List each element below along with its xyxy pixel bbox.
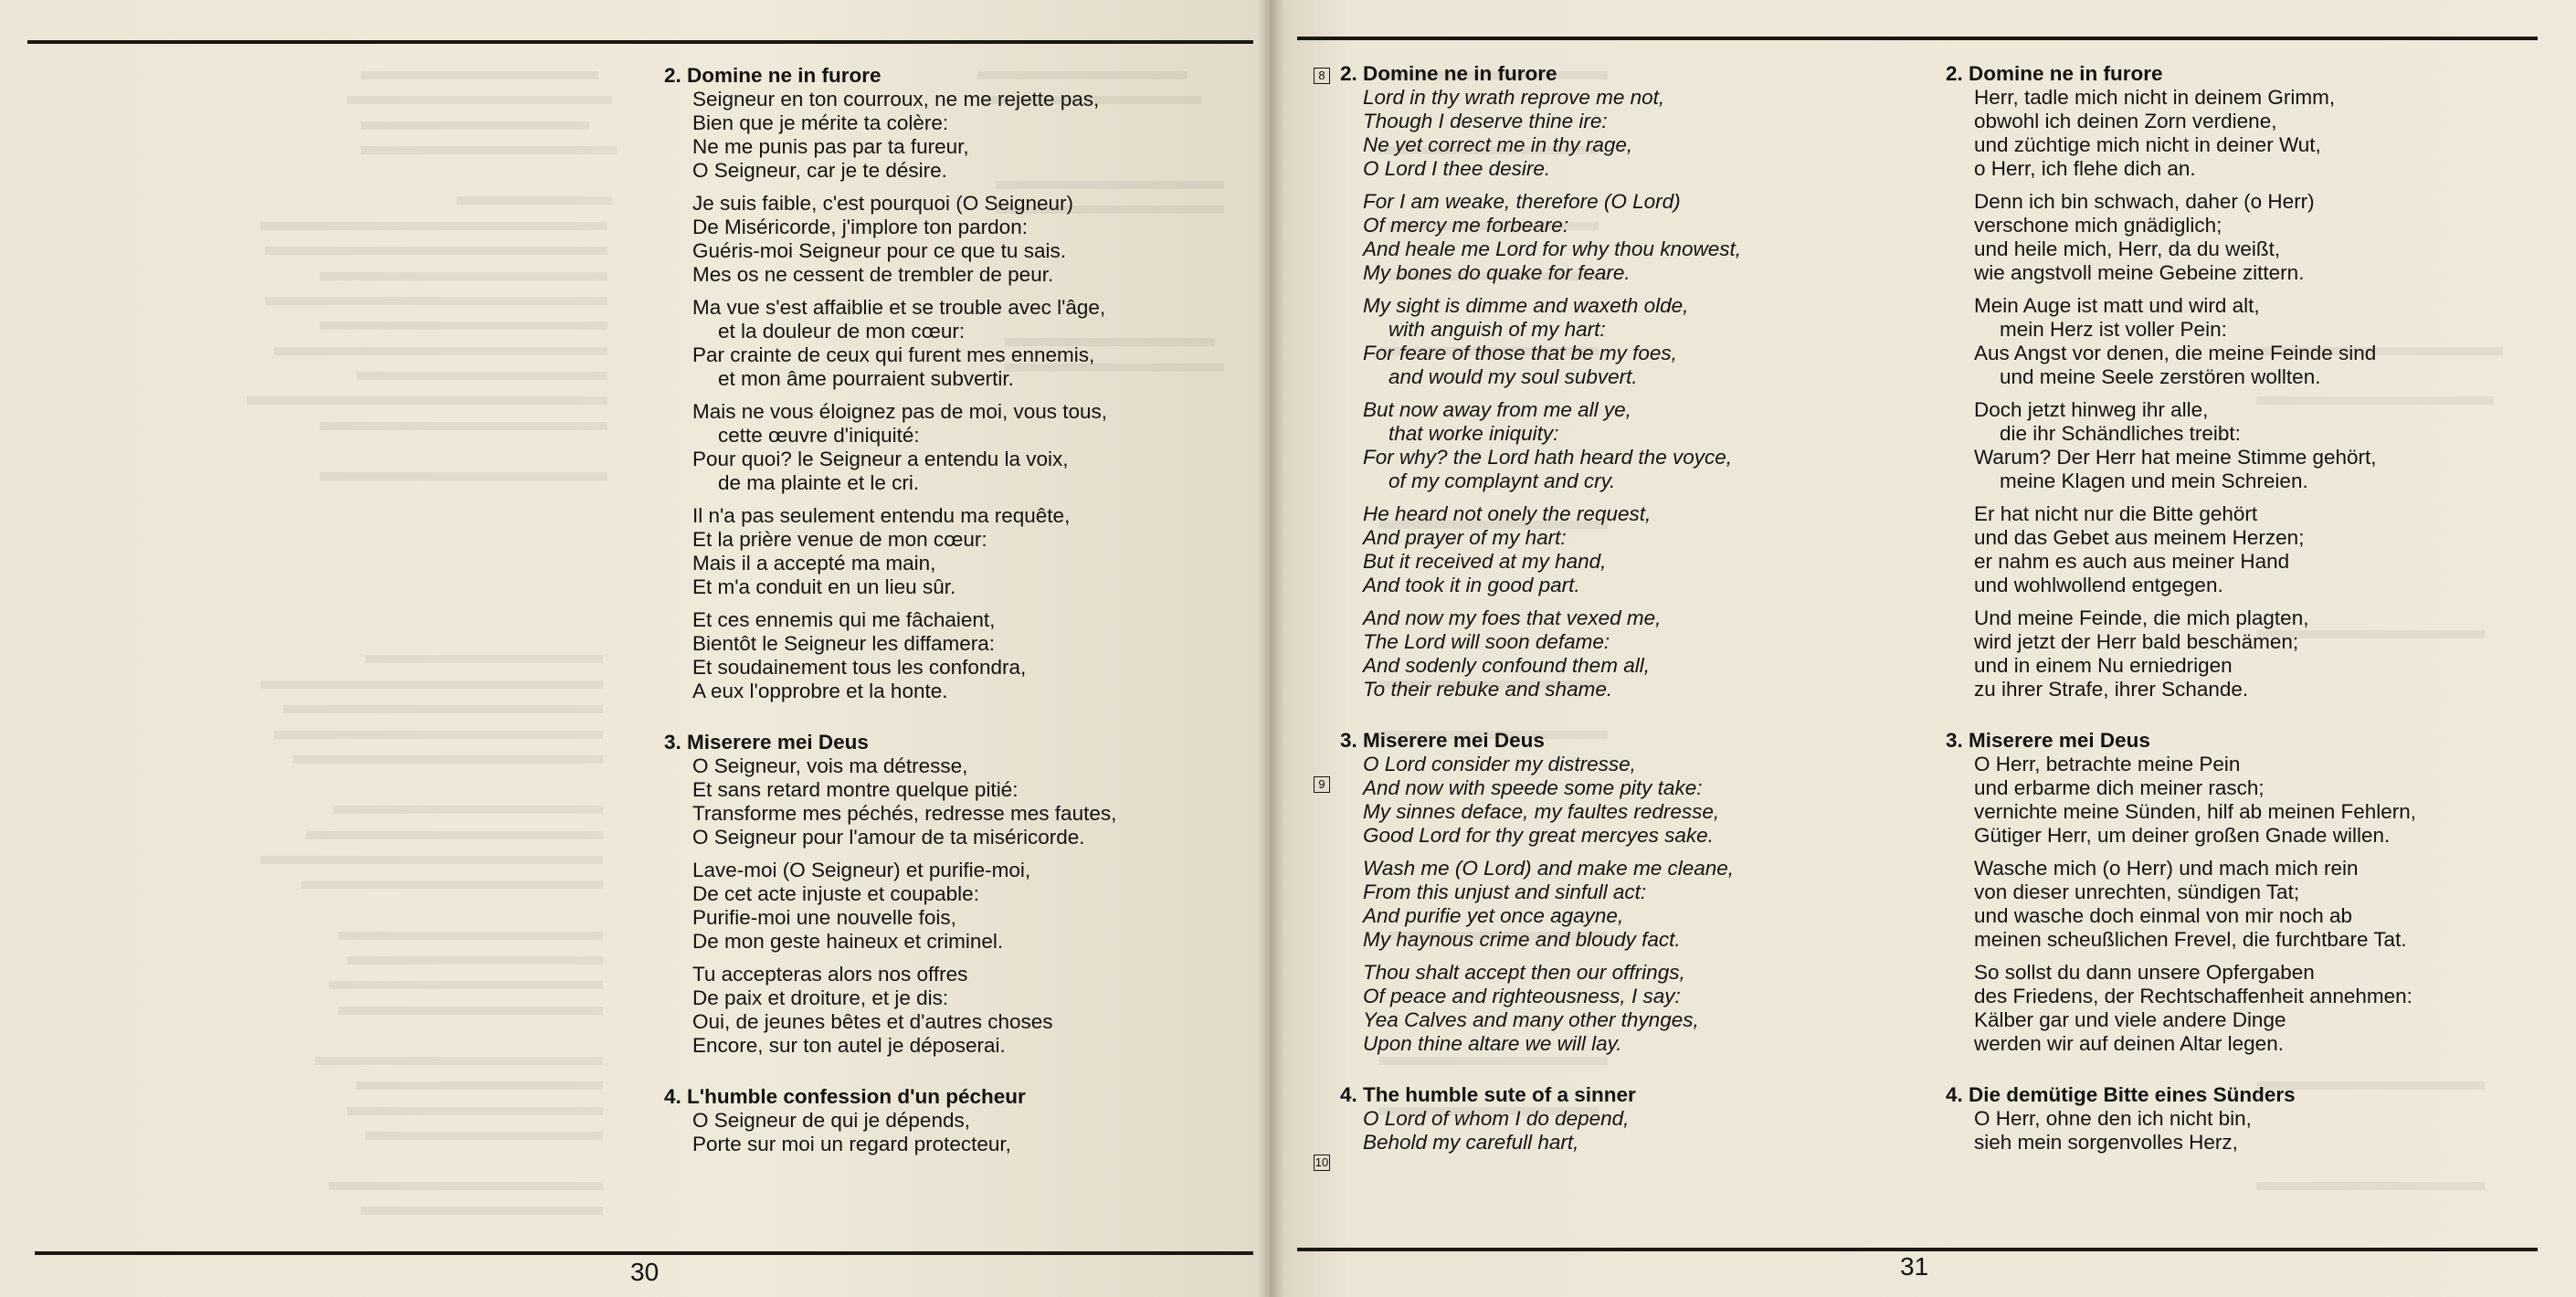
verse-line: des Friedens, der Rechtschaffenheit annehmen: — [1974, 985, 2412, 1007]
verse-line: sieh mein sorgenvolles Herz, — [1974, 1131, 2238, 1154]
verse-line: Seigneur en ton courroux, ne me rejette pas, — [692, 88, 1100, 111]
german-column — [1946, 62, 2416, 1155]
verse-line: Thou shalt accept then our offrings, — [1363, 961, 1685, 984]
verse-line: Wash me (O Lord) and make me cleane, — [1363, 857, 1735, 880]
verse-line: Though I deserve thine ire: — [1363, 110, 1608, 132]
verse-line: The Lord will soon defame: — [1363, 630, 1610, 653]
verse-line: Guéris-moi Seigneur pour ce que tu sais. — [692, 239, 1066, 262]
verse-line: Par crainte de ceux qui furent mes ennemis, — [692, 343, 1095, 366]
page-number-left: 30 — [630, 1258, 660, 1286]
verse-line: Wasche mich (o Herr) und mach mich rein — [1974, 857, 2359, 880]
page-number-right: 31 — [1900, 1252, 1929, 1281]
french-heading-3: 3. Miserere mei Deus — [664, 731, 869, 754]
german-heading-3: 3. Miserere mei Deus — [1946, 729, 2150, 752]
verse-line: Warum? Der Herr hat meine Stimme gehört, — [1974, 446, 2377, 469]
verse-line: He heard not onely the request, — [1363, 502, 1652, 525]
verse-line: A eux l'opprobre et la honte. — [692, 680, 948, 702]
verse-line: Mais il a accepté ma main, — [692, 552, 936, 575]
verse-line: Behold my carefull hart, — [1363, 1131, 1579, 1154]
verse-line: with anguish of my hart: — [1388, 318, 1606, 341]
verse-line: Und meine Feinde, die mich plagten, — [1974, 606, 2309, 629]
verse-line: Er hat nicht nur die Bitte gehört — [1974, 502, 2258, 525]
verse-line: Bien que je mérite ta colère: — [692, 111, 949, 134]
verse-line: und das Gebet aus meinem Herzen; — [1974, 526, 2305, 549]
verse-line: For why? the Lord hath heard the voyce, — [1363, 446, 1732, 469]
verse-line: Doch jetzt hinweg ihr alle, — [1974, 398, 2209, 421]
verse-line: Et sans retard montre quelque pitié: — [692, 778, 1019, 801]
track-marker-10: 10 — [1314, 1155, 1329, 1169]
verse-line: und wohlwollend entgegen. — [1974, 574, 2223, 596]
verse-line: And purifie yet once agayne, — [1363, 904, 1624, 927]
verse-line: Of mercy me forbeare: — [1363, 214, 1569, 237]
verse-line: Et ces ennemis qui me fâchaient, — [692, 608, 996, 631]
verse-line: und wasche doch einmal von mir noch ab — [1974, 904, 2352, 927]
verse-line: Transforme mes péchés, redresse mes fautes, — [692, 802, 1117, 825]
verse-line: My bones do quake for feare. — [1363, 261, 1631, 284]
verse-line: Porte sur moi un regard protecteur, — [692, 1133, 1011, 1155]
verse-line: that worke iniquity: — [1388, 422, 1559, 445]
verse-line: De Miséricorde, j'implore ton pardon: — [692, 216, 1028, 238]
verse-line: Encore, sur ton autel je déposerai. — [692, 1034, 1006, 1057]
verse-line: And sodenly confound them all, — [1363, 654, 1650, 677]
english-heading-3: 3. Miserere mei Deus — [1340, 729, 1545, 752]
verse-line: Et m'a conduit en un lieu sûr. — [692, 575, 956, 598]
verse-line: De mon geste haineux et criminel. — [692, 930, 1004, 953]
verse-line: O Seigneur, car je te désire. — [692, 159, 947, 182]
top-rule-left — [27, 40, 1253, 44]
verse-line: Kälber gar und viele andere Dinge — [1974, 1008, 2286, 1031]
verse-line: O Seigneur de qui je dépends, — [692, 1109, 970, 1132]
verse-line: and would my soul subvert. — [1388, 365, 1638, 388]
verse-line: And now with speede some pity take: — [1363, 776, 1703, 799]
verse-line: Aus Angst vor denen, die meine Feinde sind — [1974, 342, 2377, 364]
verse-line: Mais ne vous éloignez pas de moi, vous tous, — [692, 400, 1107, 423]
verse-line: So sollst du dann unsere Opfergaben — [1974, 961, 2315, 984]
verse-line: die ihr Schändliches treibt: — [2000, 422, 2241, 445]
verse-line: Good Lord for thy great mercyes sake. — [1363, 824, 1714, 847]
verse-line: von dieser unrechten, sündigen Tat; — [1974, 880, 2300, 903]
verse-line: und erbarme dich meiner rasch; — [1974, 776, 2265, 799]
verse-line: o Herr, ich flehe dich an. — [1974, 157, 2196, 180]
verse-line: Herr, tadle mich nicht in deinem Grimm, — [1974, 86, 2336, 109]
verse-line: Denn ich bin schwach, daher (o Herr) — [1974, 190, 2315, 213]
verse-line: And heale me Lord for why thou knowest, — [1363, 237, 1741, 260]
verse-line: But it received at my hand, — [1363, 550, 1607, 573]
verse-line: meinen scheußlichen Frevel, die furchtbare Tat. — [1974, 928, 2407, 951]
verse-line: et la douleur de mon cœur: — [718, 320, 966, 343]
verse-line: Et soudainement tous les confondra, — [692, 656, 1027, 679]
verse-line: Bientôt le Seigneur les diffamera: — [692, 632, 996, 655]
verse-line: obwohl ich deinen Zorn verdiene, — [1974, 110, 2277, 132]
verse-line: wie angstvoll meine Gebeine zittern. — [1974, 261, 2305, 284]
english-column — [1340, 62, 1741, 1155]
top-rule-right — [1297, 37, 2538, 40]
verse-line: To their rebuke and shame. — [1363, 678, 1613, 701]
verse-line: My sinnes deface, my faultes redresse, — [1363, 800, 1720, 823]
bottom-rule-left — [35, 1251, 1253, 1255]
verse-line: And now my foes that vexed me, — [1363, 606, 1662, 629]
verse-line: Of peace and righteousness, I say: — [1363, 985, 1681, 1007]
english-heading-4: 4. The humble sute of a sinner — [1340, 1083, 1636, 1106]
verse-line: werden wir auf deinen Altar legen. — [1974, 1032, 2284, 1055]
verse-line: O Seigneur pour l'amour de ta miséricorde. — [692, 826, 1085, 849]
verse-line: O Lord of whom I do depend, — [1363, 1107, 1630, 1130]
verse-line: et mon âme pourraient subvertir. — [718, 367, 1014, 390]
verse-line: Yea Calves and many other thynges, — [1363, 1008, 1699, 1031]
verse-line: But now away from me all ye, — [1363, 398, 1631, 421]
verse-line: And prayer of my hart: — [1363, 526, 1567, 549]
german-heading-2: 2. Domine ne in furore — [1946, 62, 2163, 85]
verse-line: For feare of those that be my foes, — [1363, 342, 1677, 364]
verse-line: From this unjust and sinfull act: — [1363, 880, 1647, 903]
verse-line: Ne yet correct me in thy rage, — [1363, 133, 1633, 156]
verse-line: Ne me punis pas par ta fureur, — [692, 135, 969, 158]
verse-line: of my complaynt and cry. — [1388, 469, 1616, 492]
french-heading-4: 4. L'humble confession d'un pécheur — [664, 1085, 1026, 1108]
verse-line: und züchtige mich nicht in deiner Wut, — [1974, 133, 2321, 156]
track-marker-8: 8 — [1314, 68, 1330, 84]
verse-line: Lord in thy wrath reprove me not, — [1363, 86, 1665, 109]
bottom-rule-right — [1297, 1248, 2538, 1251]
verse-line: Oui, de jeunes bêtes et d'autres choses — [692, 1010, 1053, 1033]
verse-line: My haynous crime and bloudy fact. — [1363, 928, 1681, 951]
verse-line: er nahm es auch aus meiner Hand — [1974, 550, 2290, 573]
verse-line: und meine Seele zerstören wollten. — [2000, 365, 2321, 388]
verse-line: De cet acte injuste et coupable: — [692, 882, 979, 905]
verse-line: O Herr, ohne den ich nicht bin, — [1974, 1107, 2252, 1130]
verse-line: O Lord I thee desire. — [1363, 157, 1551, 180]
verse-line: And took it in good part. — [1363, 574, 1580, 596]
verse-line: My sight is dimme and waxeth olde, — [1363, 294, 1689, 317]
verse-line: Lave-moi (O Seigneur) et purifie-moi, — [692, 859, 1031, 881]
verse-line: Mein Auge ist matt und wird alt, — [1974, 294, 2260, 317]
verse-line: Purifie-moi une nouvelle fois, — [692, 906, 956, 929]
verse-line: Il n'a pas seulement entendu ma requête, — [692, 504, 1071, 527]
verse-line: de ma plainte et le cri. — [718, 471, 920, 494]
verse-line: mein Herz ist voller Pein: — [2000, 318, 2227, 341]
french-column — [664, 64, 1116, 1156]
verse-line: Gütiger Herr, um deiner großen Gnade willen. — [1974, 824, 2391, 847]
track-marker-9: 9 — [1314, 776, 1330, 793]
verse-line: vernichte meine Sünden, hilf ab meinen Fehlern, — [1974, 800, 2417, 823]
verse-line: O Herr, betrachte meine Pein — [1974, 753, 2241, 775]
english-heading-2: 2. Domine ne in furore — [1340, 62, 1557, 85]
verse-line: und in einem Nu erniedrigen — [1974, 654, 2233, 677]
verse-line: O Seigneur, vois ma détresse, — [692, 754, 968, 777]
verse-line: Pour quoi? le Seigneur a entendu la voix, — [692, 448, 1069, 470]
verse-line: verschone mich gnädiglich; — [1974, 214, 2222, 237]
verse-line: Upon thine altare we will lay. — [1363, 1032, 1622, 1055]
verse-line: meine Klagen und mein Schreien. — [2000, 469, 2308, 492]
verse-line: Tu accepteras alors nos offres — [692, 963, 968, 986]
french-heading-2: 2. Domine ne in furore — [664, 64, 882, 87]
german-heading-4: 4. Die demütige Bitte eines Sünders — [1946, 1083, 2296, 1106]
verse-line: De paix et droiture, et je dis: — [692, 986, 949, 1009]
verse-line: zu ihrer Strafe, ihrer Schande. — [1974, 678, 2249, 701]
verse-line: cette œuvre d'iniquité: — [718, 424, 920, 447]
verse-line: Je suis faible, c'est pourquoi (O Seigneur) — [692, 192, 1074, 215]
verse-line: wird jetzt der Herr bald beschämen; — [1974, 630, 2299, 653]
verse-line: Et la prière venue de mon cœur: — [692, 528, 987, 551]
verse-line: O Lord consider my distresse, — [1363, 753, 1636, 775]
verse-line: For I am weake, therefore (O Lord) — [1363, 190, 1681, 213]
verse-line: und heile mich, Herr, da du weißt, — [1974, 237, 2281, 260]
verse-line: Ma vue s'est affaiblie et se trouble avec l'âge, — [692, 296, 1106, 319]
verse-line: Mes os ne cessent de trembler de peur. — [692, 263, 1054, 286]
